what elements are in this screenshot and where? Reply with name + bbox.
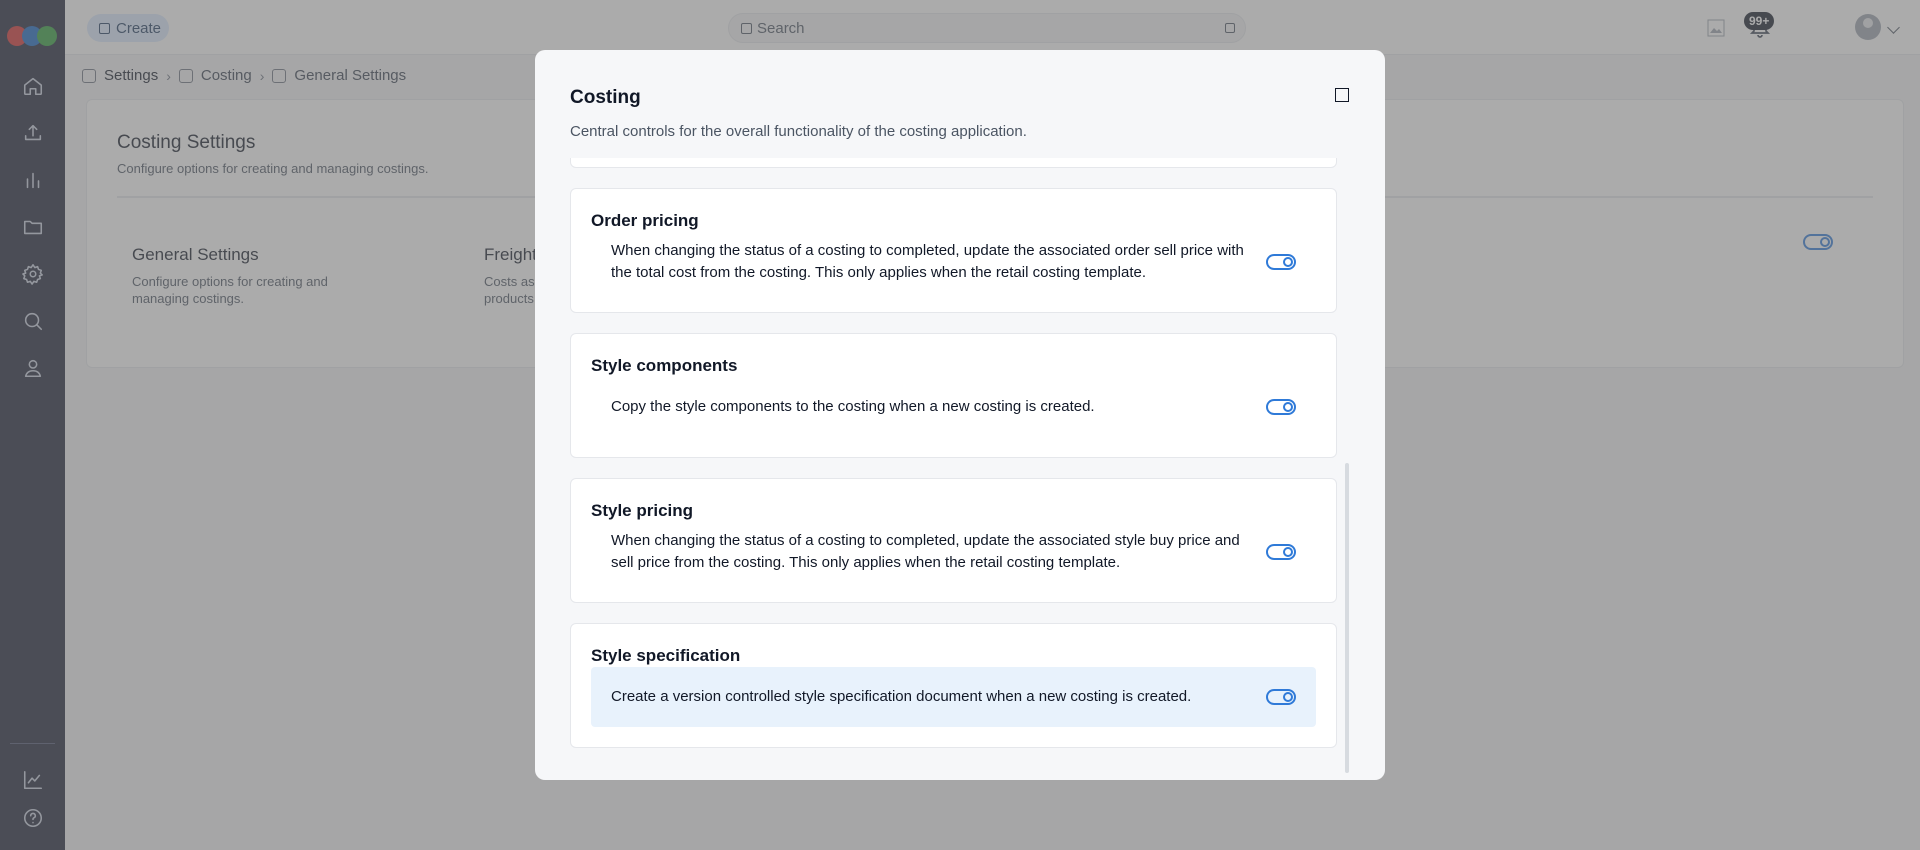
style-components-toggle[interactable] [1266,399,1296,415]
style-pricing-toggle[interactable] [1266,544,1296,560]
costing-modal [535,50,1385,780]
option-description: Copy the style components to the costing when a new costing is created. [611,398,1095,415]
order-pricing-toggle[interactable] [1266,254,1296,270]
option-row [591,232,1316,292]
close-icon[interactable] [1335,88,1349,102]
option-title: Style components [591,356,738,375]
option-card-style-pricing [570,478,1337,603]
option-title: Style specification [591,646,741,665]
option-row [591,667,1316,727]
option-description: When changing the status of a costing to completed, update the associated style buy price and sell price from the costing. This only applies when the retail costing template. [611,532,1240,571]
option-description: Create a version controlled style specification document when a new costing is created. [611,688,1192,705]
option-row [591,377,1316,437]
option-card-order-pricing [570,188,1337,313]
option-title: Style pricing [591,501,694,520]
option-card-style-specification [570,623,1337,748]
options-list [535,158,1385,780]
option-card-style-components [570,333,1337,458]
modal-subtitle: Central controls for the overall functionality of the costing application. [570,123,1027,140]
modal-title: Costing [570,87,641,108]
modal-scrollbar[interactable] [1345,463,1349,773]
option-title: Order pricing [591,211,699,230]
option-description: When changing the status of a costing to completed, update the associated order sell price with the total cost from the costing. This only applies when the retail costing template. [611,242,1244,281]
style-specification-toggle[interactable] [1266,689,1296,705]
option-row [591,522,1316,582]
option-card [570,158,1337,168]
